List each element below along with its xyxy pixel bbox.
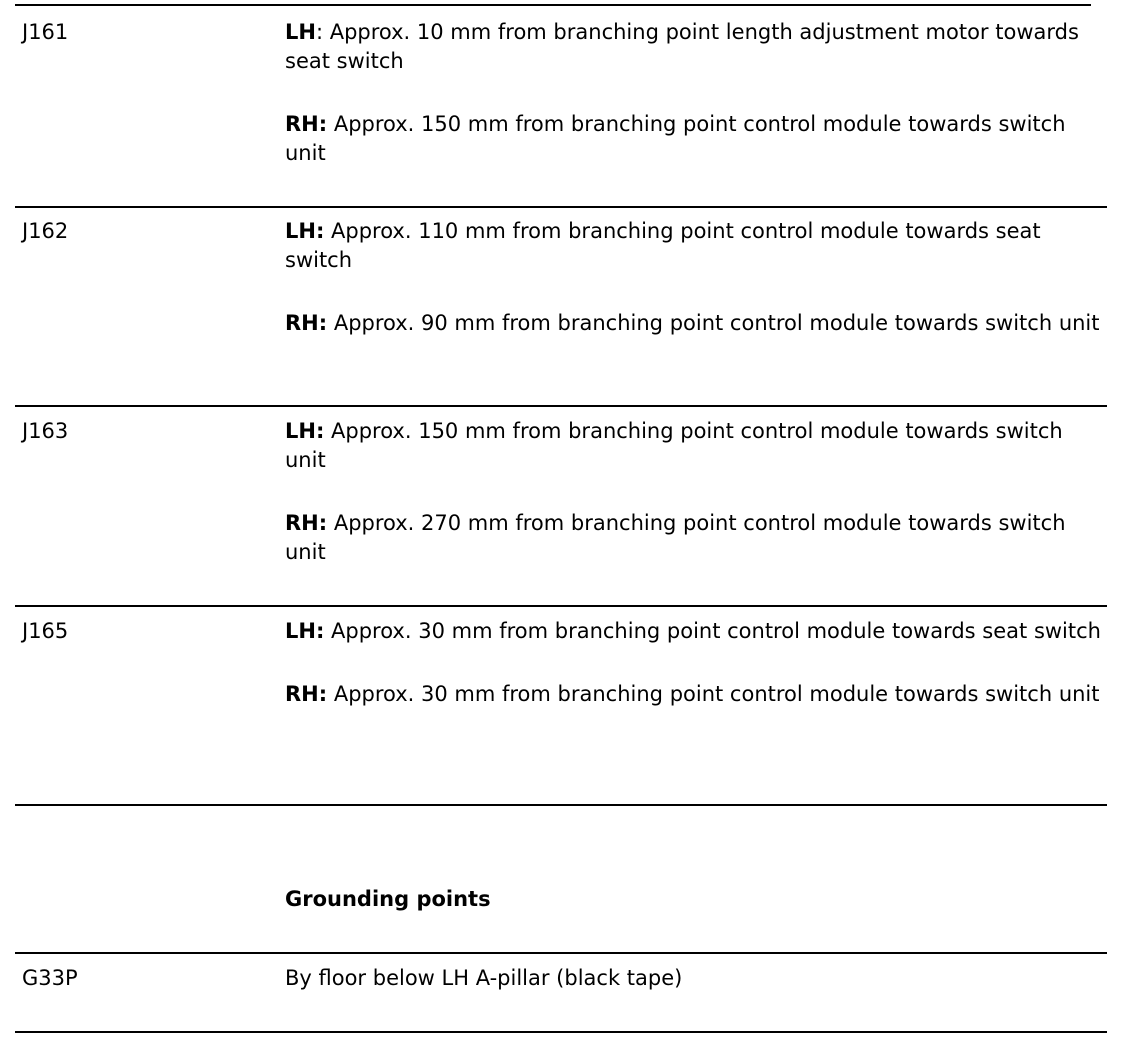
lh-label: LH: — [285, 219, 325, 243]
grounding-description: By floor below LH A-pillar (black tape) — [285, 966, 683, 990]
rh-location — [285, 110, 1105, 168]
connector-description — [285, 18, 1105, 168]
lh-text: Approx. 150 mm from branching point control module towards switch unit — [285, 419, 1063, 472]
rh-location — [285, 680, 1105, 709]
connector-description — [285, 217, 1105, 338]
divider-top — [15, 4, 1091, 6]
lh-location — [285, 217, 1105, 275]
rh-location — [285, 509, 1105, 567]
connector-id: J163 — [22, 419, 69, 443]
lh-location — [285, 417, 1105, 475]
rh-text: Approx. 30 mm from branching point control module towards switch unit — [327, 682, 1100, 706]
connector-id: J165 — [22, 619, 69, 643]
connector-id: J161 — [22, 20, 69, 44]
section-title-grounding-points: Grounding points — [285, 887, 491, 911]
connector-description — [285, 617, 1105, 709]
connector-description — [285, 417, 1105, 567]
rh-label: RH: — [285, 682, 328, 706]
lh-separator: : — [315, 20, 324, 44]
connector-id: J162 — [22, 219, 69, 243]
lh-location — [285, 617, 1105, 646]
lh-location — [285, 18, 1105, 76]
rh-text: Approx. 150 mm from branching point control module towards switch unit — [285, 112, 1066, 165]
divider — [15, 952, 1107, 954]
lh-text: Approx. 30 mm from branching point control module towards seat switch — [324, 619, 1101, 643]
rh-location — [285, 309, 1105, 338]
divider-bottom — [15, 1031, 1107, 1033]
rh-label: RH: — [285, 511, 328, 535]
lh-label: LH: — [285, 619, 325, 643]
lh-label: LH: — [285, 419, 325, 443]
rh-label: RH: — [285, 311, 328, 335]
lh-text: Approx. 10 mm from branching point length adjustment motor towards seat switch — [285, 20, 1079, 73]
divider — [15, 405, 1107, 407]
divider — [15, 206, 1107, 208]
rh-label: RH: — [285, 112, 328, 136]
divider — [15, 804, 1107, 806]
lh-text: Approx. 110 mm from branching point control module towards seat switch — [285, 219, 1041, 272]
grounding-id: G33P — [22, 966, 78, 990]
rh-text: Approx. 90 mm from branching point control module towards switch unit — [327, 311, 1100, 335]
lh-label: LH — [285, 20, 316, 44]
rh-text: Approx. 270 mm from branching point control module towards switch unit — [285, 511, 1066, 564]
divider — [15, 605, 1107, 607]
